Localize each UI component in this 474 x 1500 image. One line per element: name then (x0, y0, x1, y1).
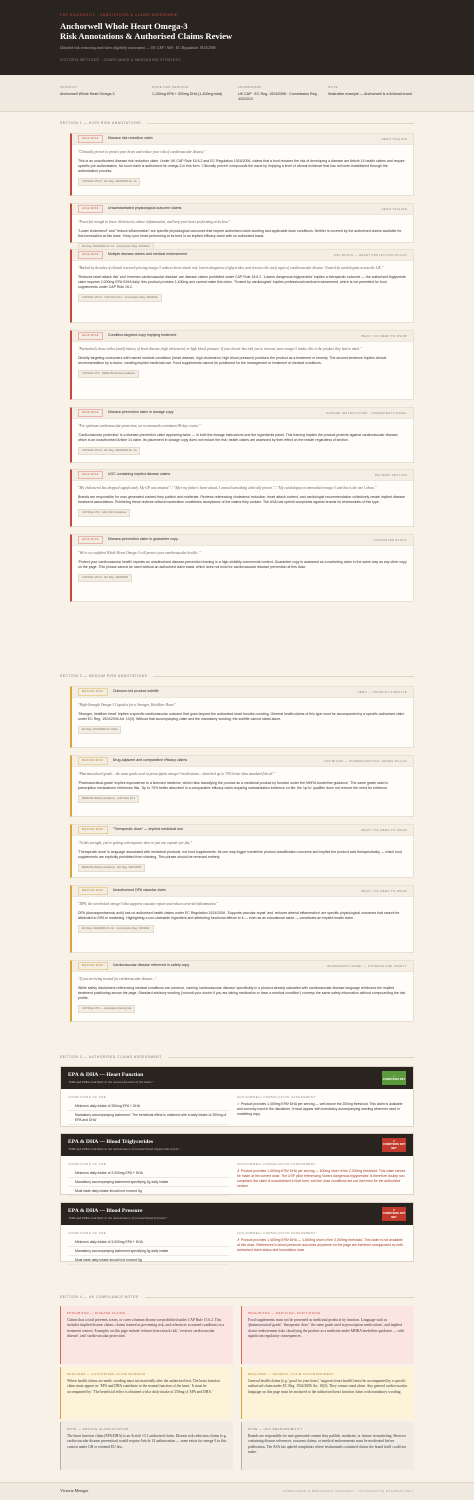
card-title: UGC containing implied disease claims (107, 472, 171, 477)
assessment-column (237, 1231, 406, 1265)
reference-tag: EC Reg. 1924/2006 Art. 13 · Commission Reg. 432/2012 (78, 243, 154, 251)
card-refs (78, 294, 407, 302)
condition-item (68, 1187, 229, 1196)
card-title: Disease-prevention claim in dosage copy (107, 410, 174, 415)
card-quote: "At this strength, you're getting a therapeutic dose in just one capsule per day." (78, 841, 193, 845)
claim-body (61, 1156, 413, 1202)
risk-badge: MEDIUM RISK (78, 887, 108, 895)
card-refs (78, 509, 407, 517)
footer (0, 1482, 474, 1500)
status-text: CONDITIONS NOT MET (382, 1143, 406, 1150)
card-quote: "DPA, the overlooked omega-3 that supports vascular repair and reduces arterial inflammation." (78, 902, 218, 906)
claim-title: EPA & DHA — Blood Triglycerides (68, 1139, 153, 1145)
card-title: Condition-targeted copy implying treatment (107, 333, 177, 338)
claim-header (61, 1067, 413, 1089)
note-label: REQUIRED — GENERAL CLAIM ACCOMPANIMENT (248, 1372, 334, 1376)
claim-body (61, 1089, 413, 1131)
condition-item (68, 1247, 229, 1256)
card-description: 'Therapeutic dose' is language associated with medicinal products, not food supplements. Its use may trigger borderline product classification concerns and implies the product acts therapeutically — which food supplements are explicitly prohibited from claiming. This phrase should be removed entirely. (78, 850, 402, 860)
card-header (72, 470, 413, 481)
footer-label: COMPLIANCE & MESSAGING STRATEGY · ILLUSTRATIVE EXAMPLE ONLY (282, 1489, 414, 1494)
status-icon: ✓ (392, 1074, 396, 1078)
note-text: General health claims (e.g. 'good for your heart', 'supports heart health') must be accompanied by a specific authorised claim under EC Reg. 1924/2006 Art. 10(3). They cannot stand alone. Any general cardiovascular language on this page must be anchored to the authorised heart function claim with mandatory wording. (248, 1379, 408, 1394)
condition-item (68, 1256, 229, 1265)
assessment-label: ANCHORWELL FORMULATION ASSESSMENT (237, 1231, 316, 1235)
card-refs (78, 864, 407, 872)
section-high-heading: SECTION 1 — HIGH RISK ANNOTATIONS (60, 121, 414, 126)
card-refs (78, 726, 407, 734)
card-body (72, 972, 413, 1018)
card-description: 'Protect your cardiovascular health' repeats an unauthorised disease-prevention framing in a high-visibility commercial context. Guarantee copy is assessed as a marketing claim in the same way as any other copy on the page. This phrase cannot be used without an authorised claim basis, which does not exist for cardiovascular disease prevention at this dose. (78, 560, 407, 570)
note-text: Claims that a food prevents, treats, or cures a human disease are prohibited under CAP Rule 15.6.2. This includes implied disease claims, claims framed as preventing risk, and references to named conditions in a treatment context. Examples on this page include 'reduces heart attack risk', 'reverses cardiovascular disease', and 'cardiovascular protection'. (67, 1318, 224, 1339)
card-header (72, 687, 413, 698)
card-description: 'Reduces heart attack risk' and 'reverses cardiovascular disease' are disease claims prohibited under CAP Rule 15.6.2. 'Lowers dangerous triglycerides' implies a therapeutic outcome — the authorised triglyceride claim requires 2,000mg EPA+DHA daily; this product provides 1,400mg and cannot make this claim. 'Trusted by cardiologists' implies professional medical endorsement, which is not permitted for food supplements under CAP Rule 15.2. (78, 275, 406, 289)
section-notes-heading: SECTION 4 — UK COMPLIANCE NOTES (60, 1295, 414, 1300)
conditions-label: CONDITIONS OF USE (68, 1231, 107, 1235)
conditions-label: CONDITIONS OF USE (68, 1095, 107, 1099)
risk-badge: HIGH RISK (78, 135, 103, 143)
card-location: WHAT YOU NEED TO KNOW (361, 827, 407, 832)
reference-tag: MHRA Borderline Guidance · CAP Rule 15.1 (78, 795, 139, 803)
risk-card (70, 203, 414, 248)
card-refs (78, 925, 407, 933)
reference-tag: CAP Rule 15.6 · ASA UGC Guidance (78, 509, 130, 517)
condition-text: Must state daily intake should not exceed 5g (75, 1257, 142, 1262)
condition-item (68, 1111, 229, 1125)
card-title: Drug-adjacent and comparative efficacy claims (112, 758, 188, 763)
condition-text: Minimum daily intake of 250mg EPA + DHA (75, 1103, 141, 1108)
card-quote: "Particularly those with a family history of heart disease, high cholesterol, or high blood pressure. If your doctor has told you to increase your omega-3 intake, this is the product they had in mind." (78, 347, 362, 351)
assessment-column (237, 1162, 406, 1196)
reference-tag: MHRA Borderline Guidance · EC Reg. 1924/2006 (78, 864, 145, 872)
card-header (72, 204, 413, 215)
condition-text: Mandatory accompanying statement specifying 3g daily intake (75, 1248, 169, 1253)
compliance-note (241, 1306, 414, 1364)
risk-badge: MEDIUM RISK (78, 962, 108, 970)
risk-badge: HIGH RISK (78, 332, 103, 340)
risk-card (70, 686, 414, 748)
card-description: DPA (docosapentaenoic acid) has no authorised health claims under EC Regulation 1924/2006. 'Supports vascular repair' and 'reduces arterial inflammation' are specific physiological outcomes that cannot be attributed to DPA in marketing. Highlighting a non-claimable ingredient and attributing functional effects to it — even as an educational aside — constitutes an implied health claim. (78, 911, 400, 921)
card-location: WHAT YOU NEED TO KNOW (361, 333, 407, 338)
status-text: CONDITIONS NOT MET (382, 1212, 406, 1219)
card-title: Cardiovascular disease reference in safety copy (112, 963, 190, 968)
status-icon: ✗ (392, 1140, 396, 1144)
card-description: 'Stronger, healthier heart' implies a specific cardiovascular outcome that goes beyond the authorised heart function wording. General health claims of this type must be accompanied by a specific authorised claim under EC Reg. 1924/2006 Art. 10(3). Without that accompanying claim and the mandatory wording, the subtitle cannot stand alone. (78, 712, 405, 722)
conditions-column (68, 1231, 237, 1265)
risk-card (70, 330, 414, 400)
bullet-icon: · (68, 1248, 70, 1253)
card-body (72, 481, 413, 522)
note-label: PROHIBITED — MEDICINAL POSITIONING (248, 1311, 321, 1315)
bullet-icon: · (68, 1112, 70, 1117)
note-text: Food supplements must not be presented as medicinal products by function. Language such as 'pharmaceutical-grade', 'therapeutic dose', 'the same grade used in prescription medications', and implied doctor endorsement risks classifying the product as a medicine under MHRA borderline guidance — with significant regulatory consequences. (248, 1318, 405, 1339)
assessment-column (237, 1095, 406, 1125)
card-location: HERO TAGLINE (381, 206, 407, 211)
reference-tag: CAP Rule 15.6.2 · CAP Rule 15.2 · Commission Reg. 432/2012 (78, 294, 162, 302)
meta-product: PRODUCT Anchorwell Whole Heart Omega-3 (60, 85, 115, 96)
risk-badge: HIGH RISK (78, 409, 103, 417)
bullet-icon: · (68, 1103, 70, 1108)
card-header (72, 756, 413, 767)
card-header (72, 886, 413, 897)
card-description: 'Cardiovascular protection' is a disease-prevention claim appearing twice — in both the dosage instructions and the ingredients panel. This framing implies the product protects against cardiovascular disease, which is an unauthorised Article 14 claim. Its placement in dosage copy does not reduce the risk; health claims are assessed by their effect on the reader regardless of section. (78, 433, 399, 443)
claim-block (60, 1066, 414, 1127)
assessment-text: ✓ Product provides 1,400mg EPA+DHA per serving — well above the 250mg threshold. This claim is available and correctly used in the disclaimer. It must appear with mandatory accompanying wording wherever used in marketing copy. (237, 1102, 403, 1117)
risk-badge: MEDIUM RISK (78, 826, 108, 834)
risk-card (70, 824, 414, 878)
meta-note: NOTE Illustrative example — Anchorwell is a fictional brand (328, 85, 412, 96)
card-location: GUARANTEE BLOCK (373, 537, 407, 542)
header (0, 0, 474, 75)
risk-card (70, 755, 414, 817)
compliance-note (241, 1422, 414, 1470)
risk-badge: MEDIUM RISK (78, 757, 108, 765)
card-body (72, 261, 413, 307)
claim-title: EPA & DHA — Heart Function (68, 1072, 144, 1078)
reference-tag: CAP Rule 15.6 — cumulative framing risk (78, 1005, 135, 1013)
card-description: Brands are responsible for user-generated content they publish and moderate. Reviews referencing cholesterol reduction, heart attack context, and cardiologist recommendation collectively create implied disease treatment associations. Publishing these reviews without moderation constitutes acceptance of the claims they contain. The ASA has upheld complaints against brands for testimonials of this type. (78, 495, 406, 505)
card-quote: "We're so confident Whole Heart Omega-3 will protect your cardiovascular health..." (78, 551, 201, 555)
reference-tag: CAP Rule 15.6.2 · EC Reg. 1924/2006 Art. 14 (78, 178, 140, 186)
card-title: "Therapeutic dose" — implied medicinal use (112, 827, 183, 832)
card-location: USP BLOCK — HEART PROTECTION PILLAR (333, 252, 407, 257)
header-eyebrow: PDP DIAGNOSTIC · ANNOTATIONS & CLAIMS ASSESSMENT (60, 13, 180, 17)
condition-item (68, 1102, 229, 1111)
card-quote: "High-Strength Omega-3 Capsules for a Stronger, Healthier Heart" (78, 703, 176, 707)
status-text: CONDITIONS MET (382, 1078, 406, 1081)
meta-framework: FRAMEWORK UK CAP · EC Reg. 1924/2006 · Commission Reg. 432/2012 (238, 85, 318, 101)
note-text: The heart function claim (EPA/DHA) is an Article 13.1 authorised claim. Disease risk reduction claims (e.g. cardiovascular disease prevention) would require Article 14 authorisation — none exists for omega-3 in this context under GB or retained EU law. (67, 1434, 227, 1449)
compliance-note (60, 1367, 233, 1419)
card-quote: "Pharmaceutical-grade... the same grade used in prescription omega-3 medications... absorbed up to 70% better than standard fish oil." (78, 772, 275, 776)
section-medium-heading: SECTION 2 — MEDIUM RISK ANNOTATIONS (60, 674, 414, 679)
card-quote: "If you are being treated for cardiovascular disease..." (78, 977, 157, 981)
claim-wording: "EPA and DHA contribute to the maintenance of normal blood pressure." (68, 1216, 168, 1221)
compliance-note (241, 1367, 414, 1419)
note-text: Brands are responsible for user-generated content they publish, moderate, or feature in marketing. Reviews containing disease references, outcome claims, or medical endorsements must be moderated before publication. The ASA has upheld complaints where testimonials contained claims the brand itself could not make. (248, 1434, 407, 1455)
note-label: NOTE — ARTICLE CLASSIFICATION (67, 1427, 129, 1431)
card-header (72, 408, 413, 419)
card-location: REVIEWS SECTION (374, 472, 407, 477)
conditions-column (68, 1162, 237, 1196)
risk-card (70, 885, 414, 953)
card-body (72, 836, 413, 877)
reference-tag: EC Reg. 1924/2006 Art. 10 · Commission Reg. 432/2012 (78, 925, 154, 933)
card-description: 'Pharmaceutical-grade' implies equivalence to a licensed medicine, which risks classifying the product as a medicinal product by function under the MHRA borderline guidance. 'The same grade used in prescription medications' reinforces this. 'Up to 70% better absorbed' is a comparative efficacy claim requiring substantiation evidence on file; the 'up to' qualifier does not remove the need for evidence. (78, 781, 389, 791)
note-label: REQUIRED — AUTHORISED CLAIM WORDING (67, 1372, 146, 1376)
risk-badge: HIGH RISK (78, 205, 103, 213)
condition-text: Minimum daily intake of 3,000mg EPA + DHA (75, 1239, 143, 1244)
card-body (72, 897, 413, 938)
risk-badge: HIGH RISK (78, 471, 103, 479)
bullet-icon: · (68, 1179, 70, 1184)
claim-block (60, 1202, 414, 1262)
assessment-label: ANCHORWELL FORMULATION ASSESSMENT (237, 1162, 316, 1166)
card-location: WHAT YOU NEED TO KNOW (361, 888, 407, 893)
card-title: Unsubstantiated physiological outcome claims (107, 206, 182, 211)
reference-tag: CAP Rule 15.6.2 · EC Reg. 1924/2006 (78, 574, 132, 582)
compliance-note (60, 1306, 233, 1364)
card-quote: "My cholesterol has dropped significantly. My GP was amazed." / "After my father's heart attack, I wanted something clinically proven." / "My cardiologist recommended omega-3 and this is the one I chose." (78, 486, 377, 490)
meta-bar (0, 75, 474, 112)
card-refs (78, 574, 407, 582)
risk-card (70, 249, 414, 323)
card-body (72, 419, 413, 460)
reference-tag: CAP Rule 15.6 · MHRA Borderline Guidance (78, 370, 139, 378)
footer-name: Victoria Metzger (60, 1488, 89, 1494)
condition-item (68, 1238, 229, 1247)
card-location: USP BLOCK — PHARMACEUTICAL-GRADE PILLAR (323, 758, 407, 763)
card-body (72, 342, 413, 383)
page-title-line1: Anchorwell Whole Heart Omega-3 (60, 20, 188, 31)
card-description: Directly targeting consumers with named medical conditions (heart disease, high cholesterol, high blood pressure) positions the product as a treatment or remedy. The second sentence implies clinical recommendation by a doctor, creating implied medicinal use. Food supplements cannot be positioned for the management or treatment of medical conditions. (78, 356, 387, 366)
status-badge (382, 1207, 406, 1221)
card-quote: "Backed by decades of clinical research proving omega-3 reduces heart attack risk, lowers dangerous triglycerides, and reverses the early signs of cardiovascular disease. Trusted by cardiologists across the UK." (78, 266, 384, 270)
conditions-label: CONDITIONS OF USE (68, 1162, 107, 1166)
claim-header (61, 1134, 413, 1156)
risk-card (70, 407, 414, 463)
condition-text: Must state daily intake should not exceed 5g (75, 1188, 142, 1193)
note-text: Where health claims are made, wording must not materially alter the authorised text. The heart function claim must appear as: 'EPA and DHA contribute to the normal function of the heart.' It must be accompanied by: 'The beneficial effect is obtained with a daily intake of 250mg of EPA and DHA.' (67, 1379, 221, 1394)
bullet-icon: · (68, 1257, 70, 1262)
condition-text: Minimum daily intake of 2,000mg EPA + DHA (75, 1170, 143, 1175)
card-quote: "For optimum cardiovascular protection, we recommend a minimum 90-day course." (78, 424, 201, 428)
status-icon: ✗ (392, 1209, 396, 1213)
reference-tag: EC Reg. 1924/2006 Art. 10(3) (78, 726, 121, 734)
reference-tag: CAP Rule 15.6.2 · EC Reg. 1924/2006 Art. 14 (78, 447, 140, 455)
card-header (72, 535, 413, 546)
card-header (72, 134, 413, 145)
card-body (72, 145, 413, 191)
card-header (72, 961, 413, 972)
bullet-icon: · (68, 1239, 70, 1244)
claim-wording: "EPA and DHA contribute to the normal function of the heart." (68, 1080, 154, 1085)
card-description: "Lower cholesterol" and "reduce inflammation" are specific physiological outcomes that require authorised claim wording and applicable dose conditions. Neither is covered by the authorised claims available for this formulation at this dose. 'Keep your heart performing at its best' is an implied efficacy claim with no authorised basis. (78, 229, 402, 239)
header-subtitle: Detailed risk reasoning and claim eligibility assessment — UK CAP / ASA · EC Regulation 1924/2006 (60, 46, 216, 51)
conditions-column (68, 1095, 237, 1125)
card-description: This is an unauthorised disease risk reduction claim. Under UK CAP Rule 15.6.2 and EC Regulation 1924/2006, claims that a food reduces the risk of developing a disease are Article 14 health claims and require specific pre-authorisation. No such claim is authorised for omega-3 in this form. 'Clinically proven' compounds the issue by implying a level of clinical evidence that has not been established through the authorisation process. (78, 159, 405, 173)
status-badge (382, 1071, 406, 1085)
compliance-note (60, 1422, 233, 1470)
card-location: HERO TAGLINE (381, 136, 407, 141)
bullet-icon: · (68, 1188, 70, 1193)
card-header (72, 250, 413, 261)
risk-card (70, 133, 414, 196)
card-refs (78, 178, 407, 186)
note-label: PROHIBITED — DISEASE CLAIMS (67, 1311, 126, 1315)
header-author: VICTORIA METZGER · COMPLIANCE & MESSAGING STRATEGY (60, 57, 182, 62)
condition-text: Mandatory accompanying statement: 'The beneficial effect is obtained with a daily intake of 250mg of EPA and DHA' (75, 1112, 227, 1122)
bullet-icon: · (68, 1170, 70, 1175)
card-refs (78, 370, 407, 378)
assessment-text: ✗ Product provides 1,400mg EPA+DHA per serving — 600mg short of the 2,000mg threshold. This claim cannot be made at the current dose. The USP pillar referencing 'lowers dangerous triglycerides' is therefore doubly non-compliant: the claim is unauthorised in that form, and the dose conditions are not met even for the authorised version. (237, 1169, 406, 1189)
card-location: INGREDIENTS PANEL — STORAGE AND SAFETY (326, 963, 407, 968)
risk-card (70, 960, 414, 1022)
card-header (72, 825, 413, 836)
card-location: HERO — PRODUCT SUBTITLE (357, 689, 407, 694)
card-refs (78, 795, 407, 803)
card-description: While safety disclaimers referencing medical conditions are common, naming 'cardiovascular disease' specifically in a product already saturated with cardiovascular disease language reinforces the implied treatment positioning across the page. Standard advisory wording ('consult your doctor if you are taking medication or have a medical condition') conveys the same safety information without compounding the risk profile. (78, 986, 406, 1000)
claim-wording: "EPA and DHA contribute to the maintenance of normal blood triglyceride levels." (68, 1147, 181, 1152)
risk-badge: HIGH RISK (78, 251, 103, 259)
card-title: Outcome-led product subtitle (112, 689, 159, 694)
section-claims-heading: SECTION 3 — AUTHORISED CLAIMS ASSESSMENT (60, 1055, 414, 1060)
card-title: Multiple disease claims and medical endorsement (107, 252, 188, 257)
card-location: DOSAGE INSTRUCTIONS · INGREDIENTS PANEL (326, 410, 407, 415)
card-body (72, 698, 413, 739)
card-title: Disease risk reduction claim (107, 136, 153, 141)
page-title (60, 22, 414, 42)
risk-card (70, 534, 414, 602)
page-title-line2: Risk Annotations & Authorised Claims Review (60, 30, 233, 41)
card-header (72, 331, 413, 342)
card-quote: "Clinically proven to protect your heart and reduce your risk of cardiovascular disease." (78, 150, 206, 154)
risk-card (70, 469, 414, 527)
risk-badge: HIGH RISK (78, 536, 103, 544)
status-badge (382, 1138, 406, 1152)
risk-badge: MEDIUM RISK (78, 688, 108, 696)
card-title: Unauthorised DPA vascular claim (112, 888, 166, 893)
claim-title: EPA & DHA — Blood Pressure (68, 1208, 143, 1214)
card-body (72, 767, 413, 808)
card-refs (78, 1005, 407, 1013)
card-quote: "Powerful enough to lower cholesterol, reduce inflammation, and keep your heart performing at its best." (78, 220, 230, 224)
condition-item (68, 1178, 229, 1187)
condition-item (68, 1169, 229, 1178)
meta-dose: DOSE PER SERVING 1,100mg EPA + 300mg DHA (1,400mg total) (152, 85, 223, 96)
assessment-label: ANCHORWELL FORMULATION ASSESSMENT (237, 1095, 316, 1099)
card-body (72, 546, 413, 587)
note-label: NOTE — UGC RESPONSIBILITY (248, 1427, 303, 1431)
card-refs (78, 447, 407, 455)
claim-body (61, 1225, 413, 1271)
card-title: Disease-prevention claim in guarantee copy (107, 537, 178, 542)
condition-text: Mandatory accompanying statement specifying 2g daily intake (75, 1179, 169, 1184)
claim-header (61, 1203, 413, 1225)
assessment-text: ✗ Product provides 1,400mg EPA+DHA — 1,600mg short of the 3,000mg threshold. This claim is not available at this dose. References to blood pressure outcomes anywhere on the page are therefore unsupported by both authorised claim status and formulation dose. (237, 1238, 404, 1253)
claim-block (60, 1133, 414, 1195)
